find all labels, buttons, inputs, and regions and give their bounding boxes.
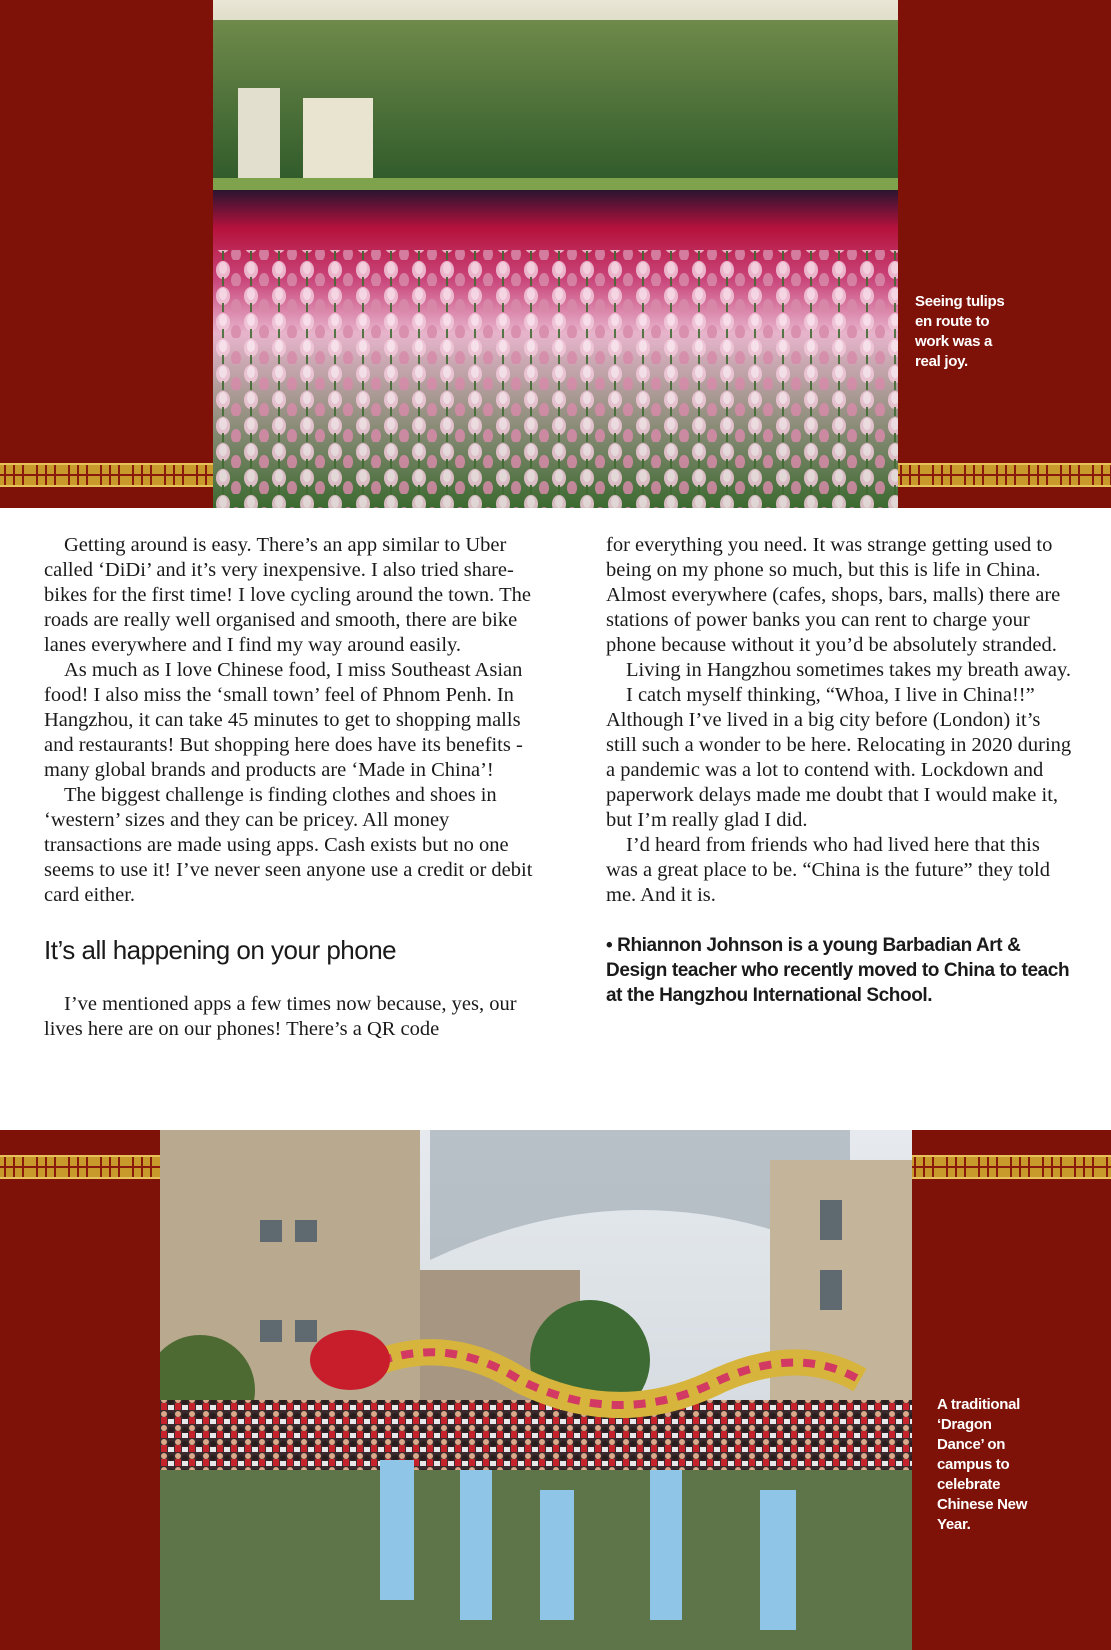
tulip-caption-line: real joy. bbox=[915, 353, 968, 370]
top-banner bbox=[0, 0, 1111, 508]
tulip-caption-line: en route to bbox=[915, 313, 990, 330]
body-paragraph: Getting around is easy. There’s an app similar to Uber called ‘DiDi’ and it’s very inexpensive. I also tried share-bikes for the first time! I love cycling around the town. The roads are really well organised and smooth, there are bike lanes everywhere and I find my way around easily. bbox=[44, 534, 531, 656]
section-subheading: It’s all happening on your phone bbox=[44, 935, 397, 965]
dragon-caption-line: campus to bbox=[937, 1456, 1010, 1473]
dragon-caption-line: Year. bbox=[937, 1516, 971, 1533]
right-column bbox=[606, 533, 1076, 1008]
left-column bbox=[44, 533, 539, 1042]
author-bio: • Rhiannon Johnson is a young Barbadian Art & Design teacher who recently moved to China to teach at the Hangzhou International School. bbox=[606, 935, 1070, 1006]
dragon-caption-line: Dance’ on bbox=[937, 1436, 1006, 1453]
fret-border-right bbox=[910, 1155, 1111, 1179]
fret-border-right bbox=[896, 463, 1111, 487]
dragon-caption bbox=[937, 1395, 1027, 1535]
fret-border-left bbox=[0, 463, 215, 487]
dragon-caption-line: celebrate bbox=[937, 1476, 1001, 1493]
dragon-caption-line: Chinese New bbox=[937, 1496, 1028, 1513]
body-paragraph: I catch myself thinking, “Whoa, I live in China!!” Although I’ve lived in a big city before (London) it’s still such a wonder to be here. Relocating in 2020 during a pandemic was a lot to contend with. Lockdown and paperwork delays made me doubt that I would make it, but I’m really glad I did. bbox=[606, 684, 1072, 831]
tulip-caption-line: Seeing tulips bbox=[915, 293, 1005, 310]
bottom-banner bbox=[0, 1130, 1111, 1650]
body-paragraph: As much as I love Chinese food, I miss Southeast Asian food! I also miss the ‘small town’ feel of Phnom Penh. In Hangzhou, it can take 45 minutes to get to shopping malls and restaurants! But shopping here does have its benefits - many global brands and products are ‘Made in China’! bbox=[44, 659, 523, 781]
body-paragraph: I’d heard from friends who had lived here that this was a great place to be. “China is the future” they told me. And it is. bbox=[606, 834, 1051, 906]
body-paragraph: for everything you need. It was strange getting used to being on my phone so much, but this is life in China. Almost everywhere (cafes, shops, bars, malls) there are stations of power banks you can rent to charge your phone because without it you’d be absolutely stranded. bbox=[606, 534, 1061, 656]
dragon-dance-photo bbox=[160, 1130, 912, 1650]
body-paragraph: The biggest challenge is finding clothes and shoes in ‘western’ sizes and they can be pricey. All money transactions are made using apps. Cash exists but no one seems to use it! I’ve never seen anyone use a credit or debit card either. bbox=[44, 784, 533, 906]
tulip-photo bbox=[213, 0, 898, 508]
tulip-caption-line: work was a bbox=[915, 333, 993, 350]
body-paragraph: Living in Hangzhou sometimes takes my breath away. bbox=[626, 659, 1072, 681]
tulip-caption bbox=[915, 292, 1004, 372]
fret-border-left bbox=[0, 1155, 165, 1179]
body-paragraph: I’ve mentioned apps a few times now because, yes, our lives here are on our phones! There’s a QR code bbox=[44, 993, 517, 1040]
dragon-caption-line: A traditional bbox=[937, 1396, 1021, 1413]
dragon-caption-line: ‘Dragon bbox=[937, 1416, 992, 1433]
